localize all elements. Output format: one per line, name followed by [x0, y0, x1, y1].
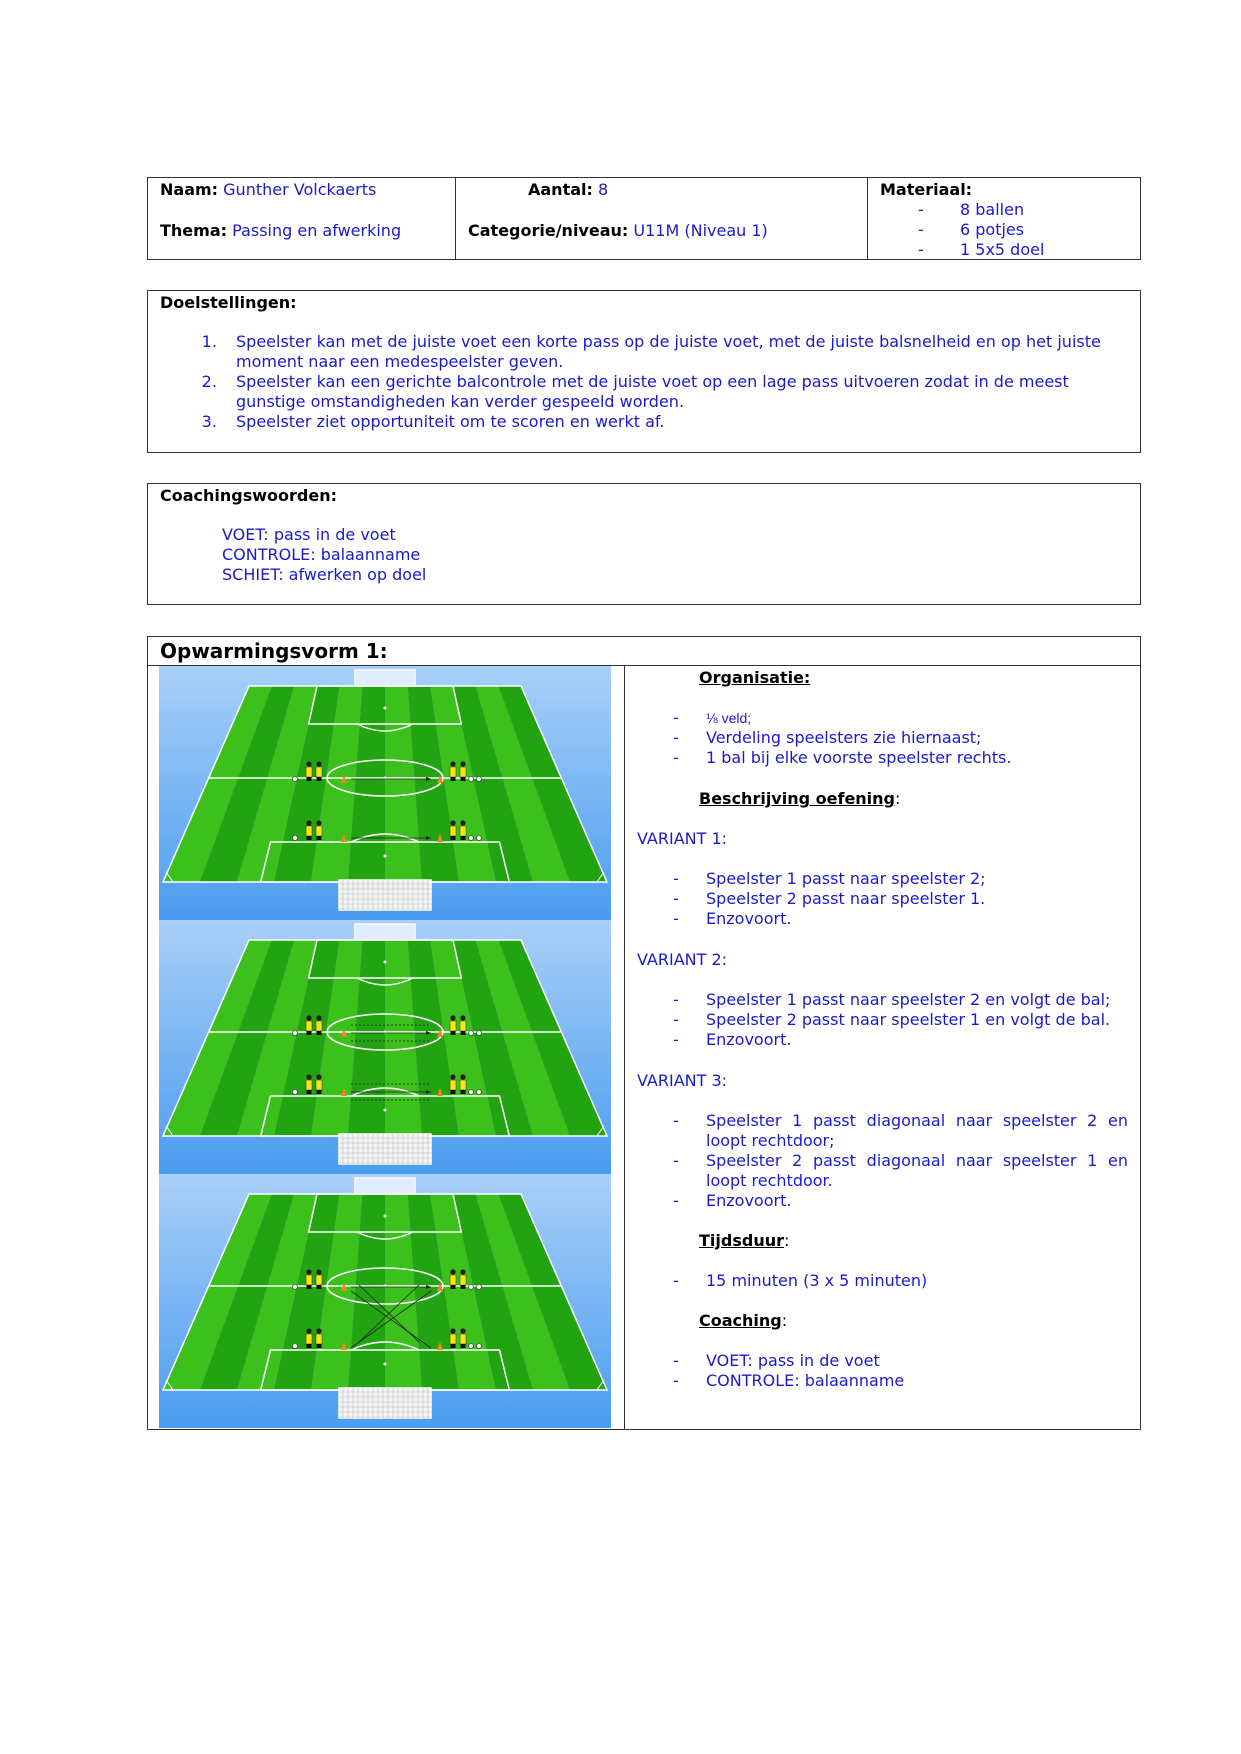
list-item: - Enzovoort. — [673, 1030, 792, 1049]
categorie-label: Categorie/niveau: — [468, 221, 629, 240]
beschrijving-title: Beschrijving oefening — [699, 789, 896, 808]
materiaal-label: Materiaal: — [880, 180, 973, 199]
header-cell-materiaal — [868, 178, 1140, 259]
list-item: - Speelster 2 passt diagonaal naar speelster 1 en loopt rechtdoor. — [673, 1151, 1128, 1190]
variant-3-list — [637, 1111, 1128, 1211]
thema-label: Thema: — [160, 221, 228, 240]
variant-3-title: VARIANT 3: — [637, 1071, 728, 1090]
field-diagram-variant-3 — [159, 1174, 611, 1428]
list-item: - 6 potjes — [918, 220, 1025, 239]
list-item: - VOET: pass in de voet — [673, 1351, 880, 1370]
list-item: CONTROLE: balaanname — [222, 545, 421, 564]
header-cell-aantal — [456, 178, 868, 259]
variant-1-list — [637, 869, 1128, 929]
coaching-list — [637, 1351, 1128, 1391]
list-item: - 1 bal bij elke voorste speelster rechts. — [673, 748, 1012, 767]
coaching-title: Coaching — [699, 1311, 782, 1330]
categorie-value: U11M (Niveau 1) — [633, 221, 768, 240]
variant-1-title: VARIANT 1: — [637, 829, 728, 848]
coachingswoorden-box — [147, 483, 1141, 605]
list-item: 2. Speelster kan een gerichte balcontrole met de juiste voet op een lage pass uitvoeren zodat in de meest gunstige omstandigheden kan verder gespeeld worden. — [222, 372, 1128, 412]
variant-2-list — [637, 990, 1128, 1050]
list-item: - CONTROLE: balaanname — [673, 1371, 905, 1390]
list-item: - Speelster 1 passt naar speelster 2 en volgt de bal; — [673, 990, 1111, 1009]
doelstellingen-box — [147, 290, 1141, 453]
doelstellingen-list — [160, 332, 1128, 432]
list-item: - 15 minuten (3 x 5 minuten) — [673, 1271, 928, 1290]
header-cell-naam — [148, 178, 456, 259]
organisatie-list — [637, 708, 1128, 768]
organisatie-title: Organisatie: — [699, 668, 811, 687]
header-table — [147, 177, 1141, 260]
coachingswoorden-title: Coachingswoorden: — [160, 486, 338, 505]
variant-2-title: VARIANT 2: — [637, 950, 728, 969]
list-item: - Speelster 2 passt naar speelster 1 en volgt de bal. — [673, 1010, 1111, 1029]
list-item: - Speelster 2 passt naar speelster 1. — [673, 889, 986, 908]
naam-value: Gunther Volckaerts — [223, 180, 377, 199]
list-item: - ⅛ veld; — [673, 708, 752, 727]
aantal-label: Aantal: — [528, 180, 593, 199]
field-diagram-variant-2 — [159, 920, 611, 1174]
list-item: - Speelster 1 passt naar speelster 2; — [673, 869, 986, 888]
field-diagram-variant-1 — [159, 666, 611, 920]
list-item: - 1 5x5 doel — [918, 240, 1045, 259]
warmup-description: Organisatie: - ⅛ veld; - Verdeling speelsters zie hiernaast; - 1 bal bij elke voorste speelster rechts. Beschrijving oefening: VARIANT 1: - Speelster 1 passt naar speelster 2; - Speelster 2 passt naar speelster 1. - Enzovoort. VARIANT 2: - Speelster 1 passt naar speelster 2 en volgt de bal; - Speelster 2 passt naar speelster 1 en volgt de bal. - Enzovoort. VARIANT 3: - Speelster 1 passt diagonaal naar speelster 2 en loopt rechtdoor; - Speelster 2 passt diagonaal naar speelster 1 en loopt rechtdoor. - Enzovoort. Tijdsduur: - 15 minuten (3 x 5 minuten) Coaching: - VOET: pass in de voet - CONTROLE: balaanname — [637, 668, 1128, 1390]
naam-label: Naam: — [160, 180, 219, 199]
coachingswoorden-list — [222, 525, 1128, 585]
list-item: 1. Speelster kan met de juiste voet een korte pass op de juiste voet, met de juiste balsnelheid en op het juiste moment naar een medespeelster geven. — [222, 332, 1128, 372]
list-item: SCHIET: afwerken op doel — [222, 565, 427, 584]
warmup-box — [147, 636, 1141, 1430]
list-item: - Enzovoort. — [673, 1191, 792, 1210]
list-item: - Enzovoort. — [673, 909, 792, 928]
tijdsduur-list — [637, 1271, 1128, 1291]
field-diagrams — [148, 666, 625, 1430]
list-item: - Verdeling speelsters zie hiernaast; — [673, 728, 982, 747]
thema-value: Passing en afwerking — [232, 221, 402, 240]
list-item: - Speelster 1 passt diagonaal naar speelster 2 en loopt rechtdoor; — [673, 1111, 1128, 1150]
list-item: VOET: pass in de voet — [222, 525, 396, 544]
materiaal-list — [880, 200, 1128, 260]
list-item: 3. Speelster ziet opportuniteit om te scoren en werkt af. — [222, 412, 1128, 432]
doelstellingen-title: Doelstellingen: — [160, 293, 297, 312]
warmup-title: Opwarmingsvorm 1: — [148, 637, 1140, 666]
tijdsduur-title: Tijdsduur — [699, 1231, 784, 1250]
list-item: - 8 ballen — [918, 200, 1025, 219]
aantal-value: 8 — [598, 180, 609, 199]
